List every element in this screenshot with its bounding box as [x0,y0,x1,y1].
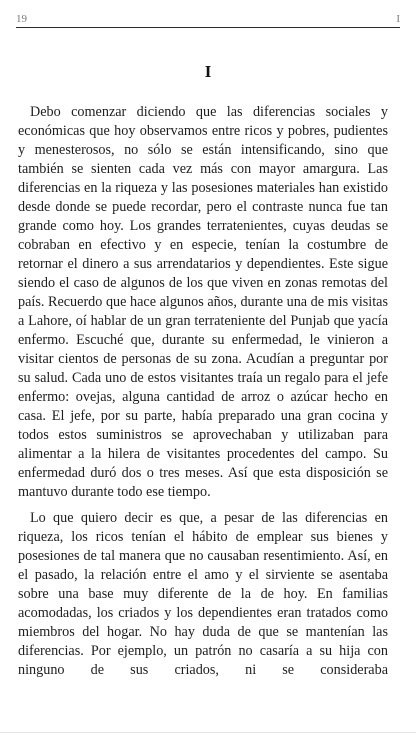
page-number: 19 [16,13,27,25]
body-text [18,103,388,687]
paragraph-2: Lo que quiero decir es que, a pesar de las diferencias en riqueza, los ricos tenían el hábito de emplear sus bienes y posesiones de tal manera que no causaban resentimiento. Así, en el pasado, la relación entre el amo y el sirviente se asentaba sobre una base muy diferente de la de hoy. En familias acomodadas, los criados y los dependientes eran tratados como miembros del hogar. No hay duda de que se mantenían las diferencias. Por ejemplo, un patrón no casaría a su hija con ninguno de sus criados, ni se consideraba [18,510,388,678]
page-bottom-edge [0,732,416,733]
paragraph-1: Debo comenzar diciendo que las diferencias sociales y económicas que hoy observamos entre ricos y pobres, pudientes y menesterosos, no sólo se están intensificando, sino que también se sienten cada vez más con mayor amargura. Las diferencias en la riqueza y las posesiones materiales han existido desde donde se puede recordar, pero el contraste nunca fue tan grande como hoy. Los grandes terratenientes, cuyas deudas se cobraban en efectivo y en especie, tenían la costumbre de retornar el dinero a sus arrendatarios y dependientes. Este sigue siendo el caso de algunos de los que viven en zonas remotas del país. Recuerdo que hace algunos años, durante una de mis visitas a Lahore, oí hablar de un gran terrateniente del Punjab que yacía enfermo. Escuché que, durante su enfermedad, le vinieron a visitar cientos de personas de su zona. Acudían a preguntar por su salud. Cada uno de estos visitantes traía un regalo para el jefe enfermo: ovejas, alguna cantidad de arroz o azúcar hecho en casa. El jefe, por su parte, había preparado una gran cocina y todos estos suministros se aprovechaban y utilizaban para alimentar a la hilera de visitantes procedentes del campo. Su enfermedad duró dos o tres meses. Así que esta disposición se mantuvo durante todo ese tiempo. [18,104,388,500]
page-header [16,9,400,28]
running-head: I [396,13,400,25]
chapter-title: I [204,62,212,81]
